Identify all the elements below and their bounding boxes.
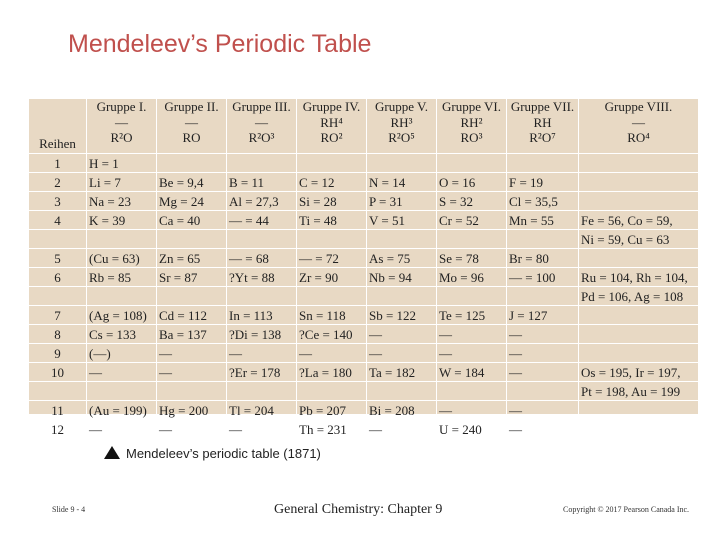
group-header-line: Gruppe IV. xyxy=(302,99,361,114)
group-header xyxy=(507,99,579,154)
element-cell: Na = 23 xyxy=(87,192,157,211)
element-cell: — xyxy=(367,344,437,363)
element-cell: ?Yt = 88 xyxy=(227,268,297,287)
element-cell: J = 127 xyxy=(507,306,579,325)
table-row xyxy=(29,325,699,344)
element-cell: — xyxy=(507,420,579,439)
element-cell: V = 51 xyxy=(367,211,437,230)
row-number: 8 xyxy=(29,325,87,344)
slide-title: Mendeleev’s Periodic Table xyxy=(68,30,372,58)
element-cell: — = 100 xyxy=(507,268,579,287)
element-cell xyxy=(227,230,297,249)
element-cell: — xyxy=(297,344,367,363)
element-cell: Al = 27,3 xyxy=(227,192,297,211)
table-row xyxy=(29,173,699,192)
element-cell: (—) xyxy=(87,344,157,363)
element-cell: N = 14 xyxy=(367,173,437,192)
group-header-line: Gruppe I. xyxy=(96,99,147,114)
table-row xyxy=(29,306,699,325)
element-cell: — xyxy=(157,363,227,382)
element-cell: Tl = 204 xyxy=(227,401,297,420)
element-cell: Pd = 106, Ag = 108 xyxy=(579,287,699,306)
row-number: 5 xyxy=(29,249,87,268)
element-cell: Sr = 87 xyxy=(157,268,227,287)
table-row xyxy=(29,154,699,173)
element-cell xyxy=(507,382,579,401)
footer-copyright: Copyright © 2017 Pearson Canada Inc. xyxy=(563,505,690,514)
element-cell xyxy=(579,344,699,363)
group-header-line: RO xyxy=(182,130,201,145)
element-cell: — = 44 xyxy=(227,211,297,230)
element-cell: Ba = 137 xyxy=(157,325,227,344)
element-cell: Mn = 55 xyxy=(507,211,579,230)
element-cell: Mo = 96 xyxy=(437,268,507,287)
group-header-line: RO² xyxy=(320,130,343,145)
element-cell: W = 184 xyxy=(437,363,507,382)
element-cell xyxy=(579,401,699,420)
group-header-line: — xyxy=(632,114,645,130)
element-cell: F = 19 xyxy=(507,173,579,192)
element-cell: Ni = 59, Cu = 63 xyxy=(579,230,699,249)
element-cell: (Cu = 63) xyxy=(87,249,157,268)
element-cell: Pt = 198, Au = 199 xyxy=(579,382,699,401)
table-header-row xyxy=(29,99,699,154)
element-cell: Br = 80 xyxy=(507,249,579,268)
element-cell xyxy=(227,154,297,173)
slide-number: Slide 9 - 4 xyxy=(52,505,86,514)
element-cell: — xyxy=(157,344,227,363)
element-cell: K = 39 xyxy=(87,211,157,230)
element-cell xyxy=(579,325,699,344)
group-header-line: R²O⁷ xyxy=(529,130,556,145)
element-cell: In = 113 xyxy=(227,306,297,325)
group-header-line: RH² xyxy=(460,114,483,130)
triangle-icon xyxy=(104,446,120,459)
element-cell: — xyxy=(227,344,297,363)
table-row xyxy=(29,420,699,439)
element-cell: — xyxy=(507,401,579,420)
group-header xyxy=(437,99,507,154)
element-cell: Te = 125 xyxy=(437,306,507,325)
group-header xyxy=(367,99,437,154)
element-cell: — xyxy=(507,325,579,344)
element-cell xyxy=(437,154,507,173)
row-number xyxy=(29,230,87,249)
element-cell: Sb = 122 xyxy=(367,306,437,325)
element-cell: Ti = 48 xyxy=(297,211,367,230)
element-cell: ?Di = 138 xyxy=(227,325,297,344)
element-cell: Pb = 207 xyxy=(297,401,367,420)
element-cell xyxy=(87,230,157,249)
row-number: 11 xyxy=(29,401,87,420)
element-cell: — xyxy=(157,420,227,439)
row-number: 6 xyxy=(29,268,87,287)
element-cell xyxy=(437,287,507,306)
group-header-line: — xyxy=(185,114,198,130)
element-cell xyxy=(437,382,507,401)
element-cell xyxy=(157,287,227,306)
element-cell: Be = 9,4 xyxy=(157,173,227,192)
element-cell: Si = 28 xyxy=(297,192,367,211)
group-header-line: RH xyxy=(533,114,552,130)
row-number: 1 xyxy=(29,154,87,173)
group-header-line: RO³ xyxy=(460,130,483,145)
element-cell: Ta = 182 xyxy=(367,363,437,382)
element-cell: Sn = 118 xyxy=(297,306,367,325)
element-cell: Os = 195, Ir = 197, xyxy=(579,363,699,382)
element-cell: Zr = 90 xyxy=(297,268,367,287)
group-header xyxy=(579,99,699,154)
element-cell xyxy=(367,154,437,173)
element-cell: Mg = 24 xyxy=(157,192,227,211)
element-cell: C = 12 xyxy=(297,173,367,192)
element-cell: (Au = 199) xyxy=(87,401,157,420)
group-header xyxy=(297,99,367,154)
element-cell: — xyxy=(87,363,157,382)
element-cell xyxy=(579,306,699,325)
element-cell: — xyxy=(367,325,437,344)
element-cell: Se = 78 xyxy=(437,249,507,268)
element-cell xyxy=(87,287,157,306)
element-cell xyxy=(227,382,297,401)
row-number: 7 xyxy=(29,306,87,325)
element-cell xyxy=(579,249,699,268)
element-cell: Cl = 35,5 xyxy=(507,192,579,211)
group-header xyxy=(227,99,297,154)
element-cell: Zn = 65 xyxy=(157,249,227,268)
row-header-label: Reihen xyxy=(29,99,87,154)
group-header-line: Gruppe V. xyxy=(375,99,428,114)
group-header-line: Gruppe VI. xyxy=(442,99,501,114)
group-header xyxy=(87,99,157,154)
element-cell xyxy=(87,382,157,401)
element-cell: (Ag = 108) xyxy=(87,306,157,325)
row-number: 9 xyxy=(29,344,87,363)
element-cell: ?Ce = 140 xyxy=(297,325,367,344)
element-cell: — xyxy=(437,401,507,420)
group-header-line: RO⁴ xyxy=(627,130,650,145)
element-cell: — xyxy=(87,420,157,439)
group-header-line: Gruppe VII. xyxy=(510,99,575,114)
element-cell: Ca = 40 xyxy=(157,211,227,230)
element-cell xyxy=(297,382,367,401)
element-cell: — xyxy=(227,420,297,439)
element-cell xyxy=(507,287,579,306)
element-cell xyxy=(297,287,367,306)
group-header xyxy=(157,99,227,154)
element-cell: P = 31 xyxy=(367,192,437,211)
element-cell: ?Er = 178 xyxy=(227,363,297,382)
element-cell xyxy=(297,230,367,249)
table-row xyxy=(29,268,699,287)
group-header-line: Gruppe VIII. xyxy=(604,99,673,114)
table-row xyxy=(29,287,699,306)
periodic-table xyxy=(28,98,699,439)
group-header-line: R²O³ xyxy=(248,130,275,145)
figure-caption xyxy=(104,446,321,461)
row-number: 10 xyxy=(29,363,87,382)
element-cell: — = 68 xyxy=(227,249,297,268)
group-header-line: R²O xyxy=(110,130,133,145)
element-cell: Bi = 208 xyxy=(367,401,437,420)
element-cell: O = 16 xyxy=(437,173,507,192)
table-row xyxy=(29,382,699,401)
element-cell xyxy=(297,154,367,173)
table-row xyxy=(29,192,699,211)
element-cell: ?La = 180 xyxy=(297,363,367,382)
element-cell: Ru = 104, Rh = 104, xyxy=(579,268,699,287)
element-cell: Fe = 56, Co = 59, xyxy=(579,211,699,230)
element-cell: — xyxy=(367,420,437,439)
table-row xyxy=(29,249,699,268)
group-header-line: RH⁴ xyxy=(320,114,343,130)
row-number xyxy=(29,382,87,401)
element-cell: Nb = 94 xyxy=(367,268,437,287)
element-cell xyxy=(367,287,437,306)
element-cell: Hg = 200 xyxy=(157,401,227,420)
row-number: 2 xyxy=(29,173,87,192)
table-body xyxy=(29,154,699,439)
element-cell xyxy=(367,382,437,401)
element-cell: Li = 7 xyxy=(87,173,157,192)
element-cell: Cr = 52 xyxy=(437,211,507,230)
element-cell xyxy=(227,287,297,306)
element-cell xyxy=(579,420,699,439)
element-cell: Th = 231 xyxy=(297,420,367,439)
element-cell xyxy=(579,192,699,211)
group-header-line: Gruppe III. xyxy=(232,99,291,114)
group-header-line: — xyxy=(115,114,128,130)
element-cell: — xyxy=(507,363,579,382)
element-cell: S = 32 xyxy=(437,192,507,211)
element-cell xyxy=(157,154,227,173)
element-cell xyxy=(507,154,579,173)
element-cell xyxy=(367,230,437,249)
element-cell: U = 240 xyxy=(437,420,507,439)
table-row xyxy=(29,230,699,249)
group-header-line: R²O⁵ xyxy=(388,130,415,145)
footer-course: General Chemistry: Chapter 9 xyxy=(274,502,443,517)
caption-text: Mendeleev’s periodic table (1871) xyxy=(126,446,321,461)
row-number xyxy=(29,287,87,306)
element-cell: — = 72 xyxy=(297,249,367,268)
group-header-line: — xyxy=(255,114,268,130)
element-cell: — xyxy=(437,325,507,344)
element-cell: H = 1 xyxy=(87,154,157,173)
element-cell: — xyxy=(437,344,507,363)
element-cell: Cd = 112 xyxy=(157,306,227,325)
row-number: 12 xyxy=(29,420,87,439)
element-cell: Cs = 133 xyxy=(87,325,157,344)
element-cell: As = 75 xyxy=(367,249,437,268)
group-header-line: Gruppe II. xyxy=(164,99,219,114)
element-cell: — xyxy=(507,344,579,363)
periodic-table-figure xyxy=(28,98,698,437)
element-cell xyxy=(437,230,507,249)
element-cell xyxy=(507,230,579,249)
row-number: 3 xyxy=(29,192,87,211)
element-cell xyxy=(157,230,227,249)
element-cell xyxy=(579,154,699,173)
element-cell: B = 11 xyxy=(227,173,297,192)
table-row xyxy=(29,344,699,363)
row-number: 4 xyxy=(29,211,87,230)
element-cell: Rb = 85 xyxy=(87,268,157,287)
element-cell xyxy=(579,173,699,192)
group-header-line: RH³ xyxy=(390,114,413,130)
table-row xyxy=(29,363,699,382)
table-row xyxy=(29,401,699,420)
table-row xyxy=(29,211,699,230)
element-cell xyxy=(157,382,227,401)
